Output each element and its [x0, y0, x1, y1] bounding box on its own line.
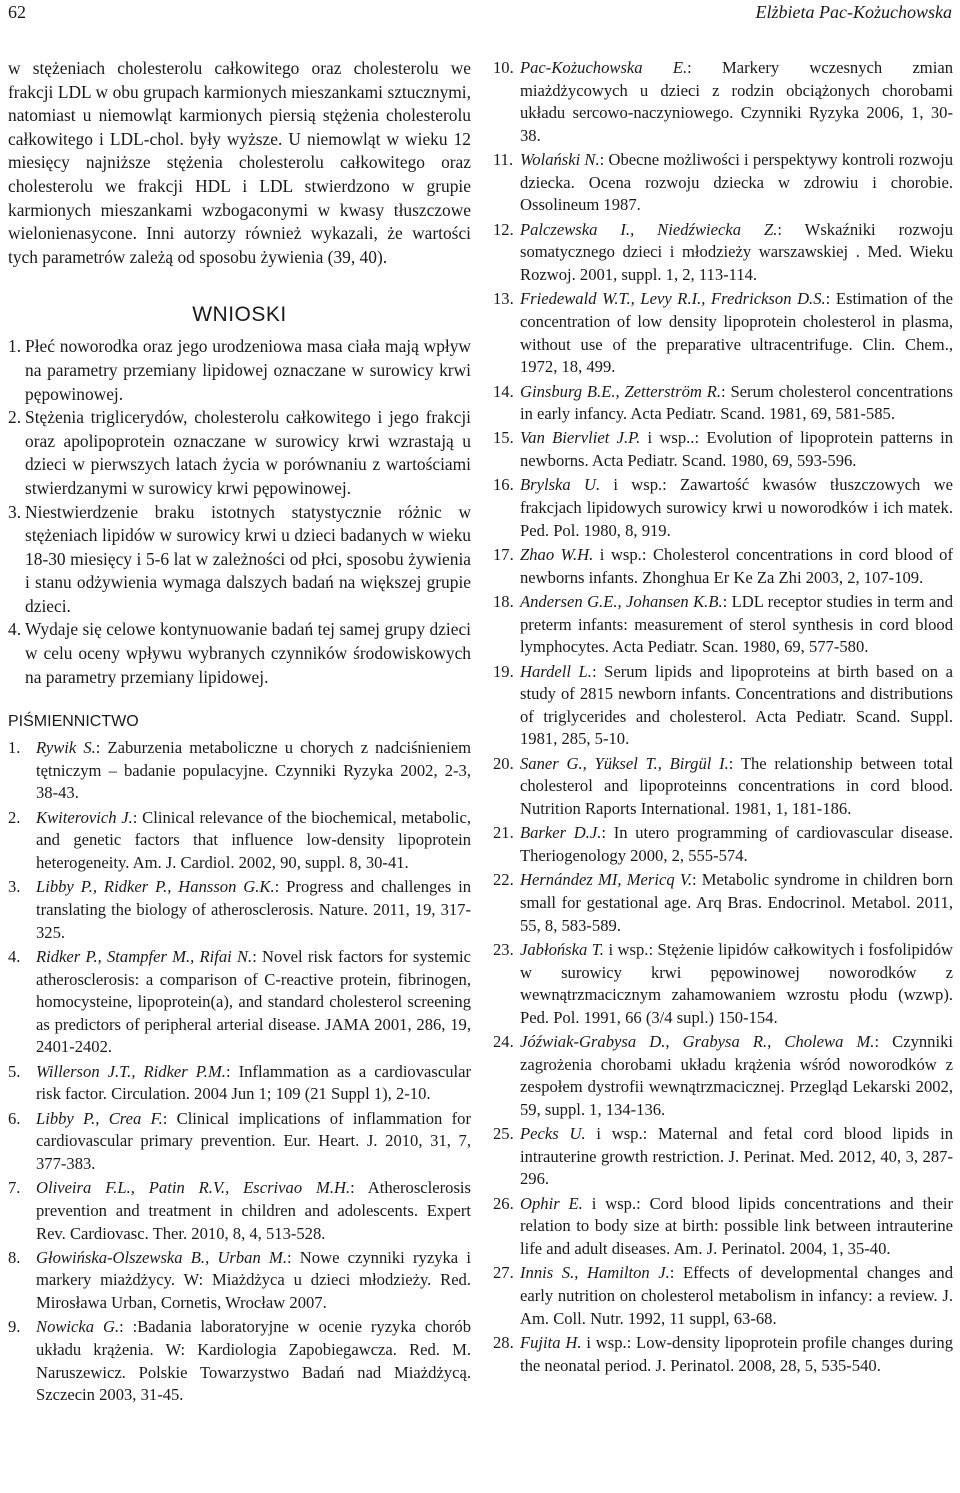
reference-details: : Czynniki zagrożenia chorobami układu krążenia wśród noworodków z zespołem dystrofii wewnątrzmacicznej. Przegląd Lekarski 2002, 59, suppl. 1, 134-136. — [520, 1032, 953, 1119]
conclusion-text: Wydaje się celowe kontynuowanie badań tej samej grupy dzieci w celu oceny wpływu wybranych czynników środowiskowych na parametry przemiany lipidowej. — [25, 619, 471, 687]
conclusion-number: 4. — [8, 619, 22, 640]
reference-authors: Fujita H. — [520, 1333, 582, 1352]
reference-body — [520, 822, 953, 867]
reference-body — [520, 149, 953, 217]
reference-body — [520, 1262, 953, 1330]
reference-authors: Rywik S. — [36, 738, 96, 758]
reference-number: 24. — [493, 1032, 514, 1052]
reference-body — [520, 288, 953, 378]
reference-authors: Jóźwiak-Grabysa D., Grabysa R., Cholewa M. — [520, 1032, 875, 1052]
reference-item — [493, 591, 953, 659]
reference-details: : Effects of developmental changes and early nutrition on cholesterol metabolism in infancy: a review. J. Am. Coll. Nutr. 1992, 11 suppl, 63-68. — [520, 1263, 953, 1328]
reference-body — [520, 753, 953, 821]
reference-body — [36, 807, 471, 875]
reference-number: 14. — [493, 381, 514, 401]
reference-number: 26. — [493, 1193, 514, 1213]
reference-number: 19. — [493, 661, 514, 681]
conclusion-item — [8, 406, 471, 500]
running-head: Elżbieta Pac-Kożuchowska — [755, 2, 952, 22]
reference-authors: Oliveira F.L., Patin R.V., Escrivao M.H. — [36, 1178, 351, 1198]
conclusion-text: Płeć noworodka oraz jego urodzeniowa masa ciała mają wpływ na parametry przemiany lipidowej oznaczane w surowicy krwi pępowinowej. — [25, 336, 471, 404]
reference-body — [520, 219, 953, 287]
reference-details: i wsp.: Cholesterol concentrations in cord blood of newborns infants. Zhonghua Er Ke Za Zhi 2003, 2, 107-109. — [520, 545, 953, 587]
reference-item — [8, 1247, 471, 1315]
reference-details: : Clinical implications of inflammation for cardiovascular primary prevention. Eur. Heart. J. 2010, 31, 7, 377-383. — [36, 1108, 471, 1173]
page-number: 62 — [8, 2, 26, 22]
reference-details: : Serum lipids and lipoproteins at birth based on a study of 2815 newborn infants. Concentrations and distributions of triglycerides and cholesterol. Acta Pediatr. Scand. Suppl. 1981, 285, 5-10. — [520, 661, 953, 749]
intro-paragraph: w stężeniach cholesterolu całkowitego oraz cholesterolu we frakcji LDL w obu grupach karmionych mieszankami sztucznymi, natomiast u niemowląt karmionych piersią stężenia cholesterolu całkowitego i LDL-chol. były wyższe. U niemowląt w wieku 12 miesięcy najniższe stężenia cholesterolu całkowitego oraz cholesterolu we frakcji HDL i LDL stwierdzono w grupie karmionych mieszankami wzbogaconymi w kwasy tłuszczowe wielonienasycone. Inni autorzy również wykazali, że wartości tych parametrów zależą od sposobu żywienia (39, 40). — [8, 58, 471, 267]
reference-number: 27. — [493, 1263, 514, 1283]
references-list-left — [8, 737, 471, 1407]
reference-body — [520, 591, 953, 659]
reference-item — [493, 661, 953, 751]
reference-authors: Van Biervliet J.P. — [520, 428, 641, 448]
reference-body — [36, 737, 471, 805]
reference-body — [520, 427, 953, 472]
reference-item — [493, 427, 953, 472]
reference-item — [8, 946, 471, 1059]
reference-details: i wsp.: Maternal and fetal cord blood lipids in intrauterine growth restriction. J. Perinat. Med. 2012, 40, 3, 287-296. — [520, 1124, 953, 1189]
reference-body — [520, 544, 953, 589]
reference-details: : Metabolic syndrome in children born small for gestational age. Arq Bras. Endocrinol. Metabol. 2011, 55, 8, 583-589. — [520, 870, 953, 935]
reference-authors: Brylska U. — [520, 475, 601, 495]
reference-authors: Palczewska I., Niedźwiecka Z. — [520, 219, 778, 239]
reference-number: 20. — [493, 753, 514, 773]
reference-number: 3. — [8, 877, 21, 897]
reference-number: 17. — [493, 545, 514, 565]
reference-number: 25. — [493, 1124, 514, 1144]
reference-body — [520, 939, 953, 1029]
reference-authors: Ridker P., Stampfer M., Rifai N. — [36, 946, 253, 966]
reference-number: 13. — [493, 289, 514, 309]
reference-details: : The relationship between total cholesterol and lipoproteinns concentrations in cord blood. Nutrition Raports International. 1981, 1, 181-186. — [520, 753, 953, 818]
reference-number: 11. — [493, 150, 514, 170]
reference-body — [36, 876, 471, 944]
reference-details: i wsp.: Zawartość kwasów tłuszczowych we frakcjach lipidowych surowicy krwi u noworodków i ich matek. Ped. Pol. 1980, 8, 919. — [520, 475, 953, 540]
reference-number: 5. — [8, 1061, 21, 1081]
reference-details: : Atherosclerosis prevention and treatment in children and adolescents. Expert Rev. Cardiovasc. Ther. 2010, 8, 4, 513-528. — [36, 1178, 471, 1243]
conclusion-number: 1. — [8, 336, 22, 357]
conclusion-item — [8, 501, 471, 619]
conclusion-item — [8, 335, 471, 406]
reference-authors: Hernández MI, Mericq V. — [520, 870, 692, 890]
conclusion-text: Stężenia triglicerydów, cholesterolu całkowitego i jego frakcji oraz apolipoprotein oznaczane w surowicy krwi wzrastają u dzieci w pierwszych latach życia w porównaniu z wartościami stwierdzanymi w surowicy krwi pępowinowej. — [25, 407, 471, 498]
reference-details: : Progress and challenges in translating the biology of atherosclerosis. Nature. 2011, 19, 317-325. — [36, 877, 471, 942]
reference-details: : In utero programming of cardiovascular disease. Theriogenology 2000, 2, 555-574. — [520, 823, 953, 865]
reference-number: 1. — [8, 738, 21, 758]
conclusion-number: 2. — [8, 407, 22, 428]
reference-number: 2. — [8, 807, 21, 827]
reference-number: 10. — [493, 58, 514, 77]
reference-item — [493, 1031, 953, 1121]
reference-number: 22. — [493, 870, 514, 890]
reference-body — [36, 946, 471, 1059]
reference-authors: Jabłońska T. — [520, 939, 604, 959]
reference-details: : Obecne możliwości i perspektywy kontroli rozwoju dziecka. Ocena rozwoju dziecka w zdrowiu i chorobie. Ossolineum 1987. — [520, 150, 953, 215]
reference-item — [493, 381, 953, 426]
reference-number: 15. — [493, 428, 514, 448]
reference-item — [493, 57, 953, 147]
reference-body — [520, 57, 953, 147]
reference-number: 18. — [493, 592, 514, 612]
right-column — [493, 57, 953, 1379]
left-column — [8, 57, 471, 1409]
reference-details: : Nowe czynniki ryzyka i markery miażdżycy. W: Miażdżyca u dzieci młodzieży. Red. Mirosława Urban, Cornetis, Wrocław 2007. — [36, 1247, 471, 1313]
reference-details: : Serum cholesterol concentrations in early infancy. Acta Pediatr. Scand. 1981, 69, 581-585. — [520, 381, 953, 424]
reference-details: : LDL receptor studies in term and preterm infants: measurement of sterol synthesis in cord blood lymphocytes. Acta Pediatr. Scan. 1980, 69, 577-580. — [520, 592, 953, 657]
conclusion-text: Niestwierdzenie braku istotnych statystycznie różnic w stężeniach lipidów w surowicy krwi u dzieci badanych w wieku 18-30 miesięcy i 5-6 lat w zależności od płci, sposobu żywienia i stanu odżywienia wymaga dalszych badań na większej grupie dzieci. — [25, 501, 471, 616]
reference-item — [493, 1332, 953, 1377]
reference-details: : Novel risk factors for systemic atherosclerosis: a comparison of C-reactive protein, fibrinogen, homocysteine, lipoprotein(a), and standard cholesterol screening as predictors of peripheral arterial disease. JAMA 2001, 286, 19, 2401-2402. — [36, 946, 471, 1057]
reference-details: : Wskaźniki rozwoju somatycznego dzieci i młodzieży warszawskiej . Med. Wieku Rozwoj. 2001, suppl. 1, 2, 113-114. — [520, 219, 953, 284]
reference-authors: Wolański N. — [520, 150, 600, 170]
reference-authors: Głowińska-Olszewska B., Urban M. — [36, 1247, 287, 1267]
reference-item — [8, 1316, 471, 1406]
reference-item — [8, 1177, 471, 1245]
reference-item — [493, 939, 953, 1029]
reference-details: : Markery wczesnych zmian miażdżycowych u dzieci z rodzin obciążonych chorobami układu sercowo-naczyniowego. Czynniki Ryzyka 2006, 1, 30-38. — [520, 58, 953, 145]
reference-item — [493, 474, 953, 542]
reference-body — [36, 1061, 471, 1106]
reference-authors: Kwiterovich J. — [36, 807, 133, 827]
reference-body — [36, 1247, 471, 1315]
reference-details: i wsp.: Stężenie lipidów całkowitych i fosfolipidów w surowicy krwi pępowinowej noworodków z wewnątrzmacicznym zahamowaniem wzrostu płodu (wzwp). Ped. Pol. 1991, 66 (3/4 supl.) 150-154. — [520, 939, 953, 1027]
reference-authors: Pecks U. — [520, 1124, 586, 1144]
reference-details: : Inflammation as a cardiovascular risk factor. Circulation. 2004 Jun 1; 109 (21 Suppl 1), 2-10. — [36, 1061, 472, 1104]
reference-number: 16. — [493, 475, 514, 495]
reference-authors: Ophir E. — [520, 1193, 583, 1213]
reference-item — [8, 807, 471, 875]
reference-body — [520, 1031, 953, 1121]
reference-authors: Zhao W.H. — [520, 545, 594, 565]
reference-authors: Libby P., Ridker P., Hansson G.K. — [36, 877, 275, 897]
reference-number: 12. — [493, 219, 514, 239]
reference-details: i wsp..: Evolution of lipoprotein patterns in newborns. Acta Pediatr. Scand. 1980, 69, 593-596. — [520, 428, 953, 471]
reference-item — [493, 1262, 953, 1330]
reference-number: 23. — [493, 939, 514, 959]
reference-body — [520, 474, 953, 542]
reference-details: : Zaburzenia metaboliczne u chorych z nadciśnieniem tętniczym – badanie populacyjne. Czynniki Ryzyka 2002, 2-3, 38-43. — [36, 738, 472, 803]
reference-body — [520, 381, 953, 426]
reference-item — [8, 737, 471, 805]
reference-item — [8, 1108, 471, 1176]
reference-body — [36, 1108, 471, 1176]
reference-number: 6. — [8, 1108, 21, 1128]
reference-item — [493, 822, 953, 867]
reference-number: 4. — [8, 946, 21, 966]
conclusions-heading: WNIOSKI — [192, 303, 287, 327]
reference-details: : Clinical relevance of the biochemical, metabolic, and genetic factors that influence low-density lipoprotein heterogeneity. Am. J. Cardiol. 2002, 90, suppl. 8, 30-41. — [36, 807, 471, 873]
reference-item — [493, 753, 953, 821]
reference-authors: Pac-Kożuchowska E. — [520, 58, 688, 77]
reference-body — [520, 661, 953, 751]
reference-authors: Ginsburg B.E., Zetterström R. — [520, 381, 722, 401]
reference-authors: Saner G., Yüksel T., Birgül I. — [520, 753, 729, 773]
references-heading: PIŚMIENNICTWO — [8, 713, 139, 731]
reference-body — [36, 1177, 471, 1245]
reference-item — [8, 1061, 471, 1106]
reference-authors: Friedewald W.T., Levy R.I., Fredrickson D.S. — [520, 289, 826, 309]
reference-body — [520, 869, 953, 937]
reference-item — [493, 1193, 953, 1261]
reference-authors: Hardell L. — [520, 661, 592, 681]
reference-authors: Barker D.J. — [520, 823, 602, 843]
reference-item — [493, 288, 953, 378]
reference-details: : Estimation of the concentration of low density lipoprotein cholesterol in plasma, without use of the preparative ultracentrifuge. Clin. Chem., 1972, 18, 499. — [520, 289, 954, 377]
reference-authors: Libby P., Crea F. — [36, 1108, 163, 1128]
reference-authors: Nowicka G. — [36, 1317, 120, 1337]
reference-body — [520, 1193, 953, 1261]
reference-authors: Willerson J.T., Ridker P.M. — [36, 1061, 226, 1081]
reference-number: 28. — [493, 1333, 514, 1352]
reference-number: 7. — [8, 1178, 21, 1198]
reference-number: 8. — [8, 1247, 21, 1267]
reference-details: i wsp.: Low-density lipoprotein profile changes during the neonatal period. J. Perinatol. 2008, 28, 5, 535-540. — [520, 1333, 954, 1375]
reference-body — [36, 1316, 471, 1406]
reference-item — [493, 149, 953, 217]
reference-details: i wsp.: Cord blood lipids concentrations and their relation to body size at birth: possible link between intrauterine life and adult diseases. Am. J. Perinatol. 2004, 1, 35-40. — [520, 1193, 954, 1259]
conclusion-number: 3. — [8, 501, 22, 522]
reference-authors: Innis S., Hamilton J. — [520, 1263, 670, 1283]
reference-item — [8, 876, 471, 944]
reference-item — [493, 544, 953, 589]
reference-item — [493, 869, 953, 937]
reference-item — [493, 219, 953, 287]
references-list-right — [493, 57, 953, 1377]
reference-item — [493, 1123, 953, 1191]
reference-details: : :Badania laboratoryjne w ocenie ryzyka chorób układu krążenia. W: Kardiologia Zapobiegawcza. Red. M. Naruszewicz. Polskie Towarzystwo Badań nad Miażdżycą. Szczecin 2003, 31-45. — [36, 1317, 471, 1405]
conclusions-list — [8, 335, 471, 689]
reference-number: 21. — [493, 823, 514, 843]
reference-body — [520, 1332, 953, 1377]
conclusion-item — [8, 618, 471, 689]
reference-authors: Andersen G.E., Johansen K.B. — [520, 592, 723, 612]
reference-body — [520, 1123, 953, 1191]
reference-number: 9. — [8, 1317, 21, 1337]
